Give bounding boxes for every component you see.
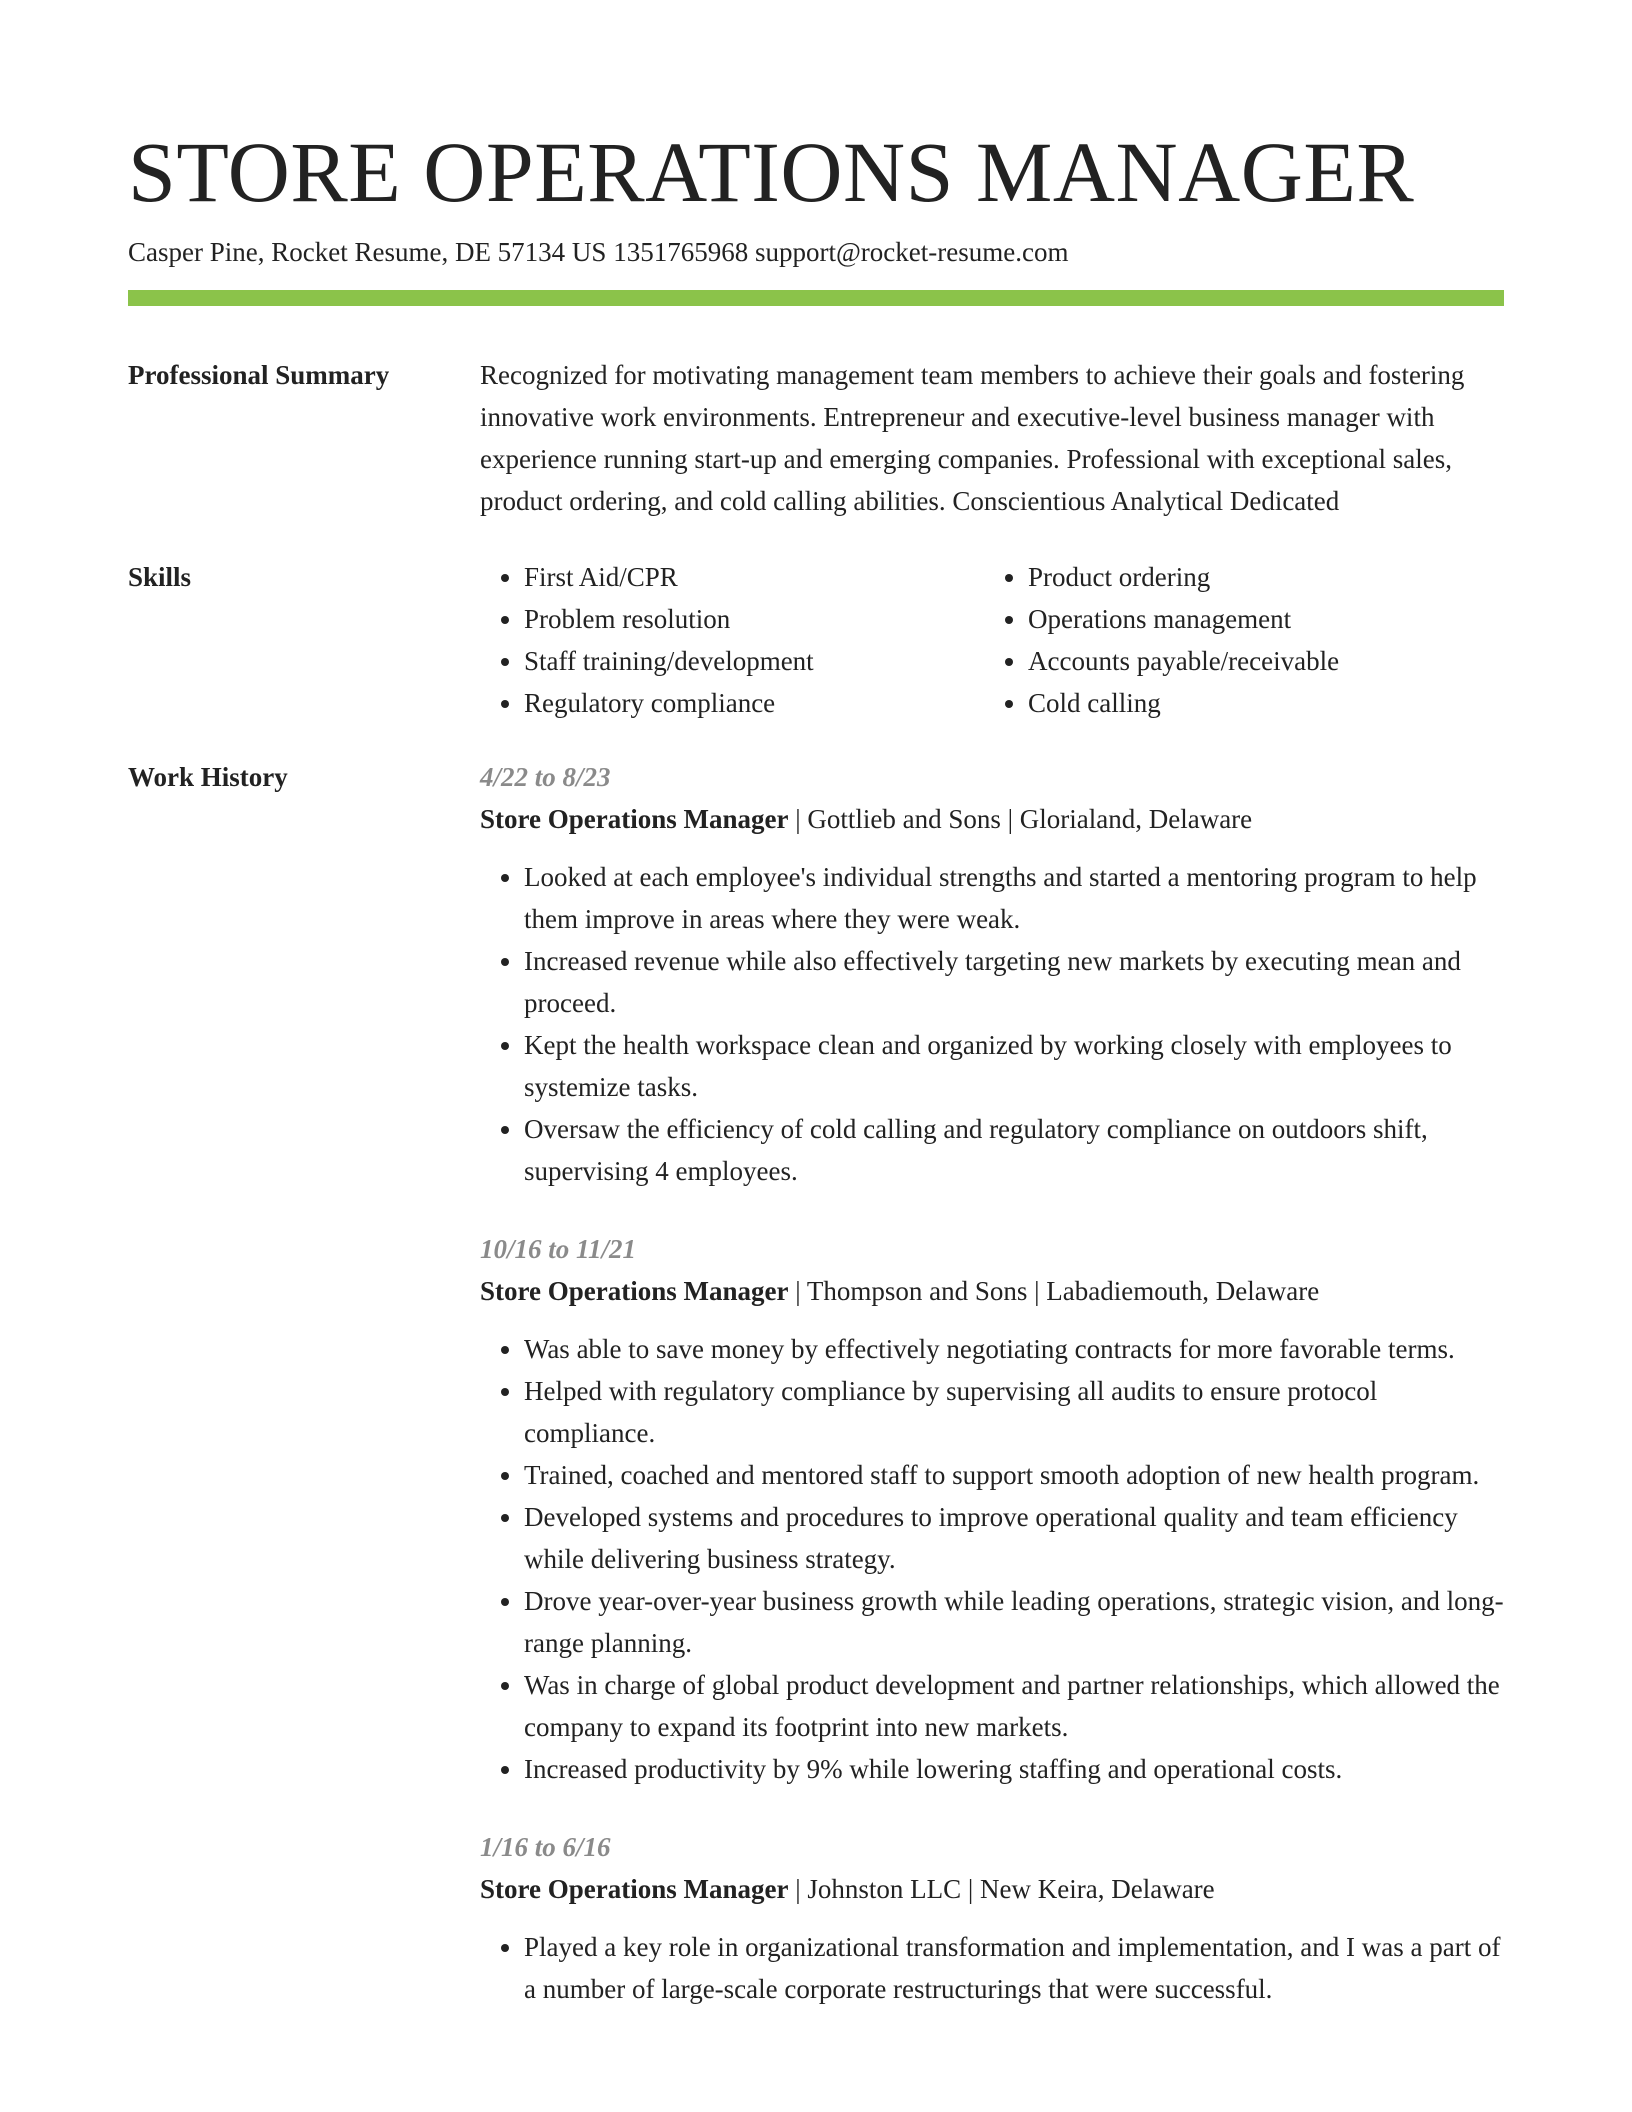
job-title: Store Operations Manager: [480, 1874, 789, 1904]
job-employer-location: | Johnston LLC | New Keira, Delaware: [788, 1874, 1215, 1904]
job-bullet: • Played a key role in organizational transformation and implementation, and I was a part of a number of large-scale corporate restructurings that were successful.: [524, 1926, 1504, 2010]
job-heading: [480, 1270, 1504, 1312]
job-heading: [480, 1868, 1504, 1910]
resume-page: [128, 118, 1504, 2046]
job-bullet-list: [480, 856, 1504, 1192]
job-bullet: • Oversaw the efficiency of cold calling and regulatory compliance on outdoors shift, supervising 4 employees.: [524, 1108, 1504, 1192]
job-bullet: • Was able to save money by effectively negotiating contracts for more favorable terms.: [524, 1328, 1504, 1370]
work-history-section: [128, 756, 1504, 2046]
job-bullet: • Kept the health workspace clean and organized by working closely with employees to systemize tasks.: [524, 1024, 1504, 1108]
job-bullet: • Helped with regulatory compliance by supervising all audits to ensure protocol compliance.: [524, 1370, 1504, 1454]
skill-item: • Operations management: [1028, 598, 1488, 640]
skill-item: • Product ordering: [1028, 556, 1488, 598]
skills-list-right: [984, 556, 1488, 724]
skill-item: • Problem resolution: [524, 598, 984, 640]
section-heading: Skills: [128, 562, 192, 592]
job-dates: 10/16 to 11/21: [480, 1234, 637, 1264]
job-bullet: • Was in charge of global product development and partner relationships, which allowed the company to expand its footprint into new markets.: [524, 1664, 1504, 1748]
job-bullet-list: [480, 1328, 1504, 1790]
job-employer-location: | Gottlieb and Sons | Glorialand, Delaware: [788, 804, 1253, 834]
job-bullet: • Drove year-over-year business growth while leading operations, strategic vision, and long-range planning.: [524, 1580, 1504, 1664]
job-entry: [480, 1228, 1504, 1790]
skills-list-left: [480, 556, 984, 724]
job-bullet: • Trained, coached and mentored staff to support smooth adoption of new health program.: [524, 1454, 1504, 1496]
contact-line: Casper Pine, Rocket Resume, DE 57134 US 1351765968 support@rocket-resume.com: [128, 237, 1069, 267]
job-bullet: • Increased productivity by 9% while lowering staffing and operational costs.: [524, 1748, 1504, 1790]
job-employer-location: | Thompson and Sons | Labadiemouth, Delaware: [788, 1276, 1320, 1306]
job-dates: 4/22 to 8/23: [480, 762, 611, 792]
accent-divider: [128, 290, 1504, 306]
summary-text: Recognized for motivating management team members to achieve their goals and fostering innovative work environments. Entrepreneur and executive-level business manager with experience running start-up and emerging companies. Professional with exceptional sales, product ordering, and cold calling abilities. Conscientious Analytical Dedicated: [480, 360, 1465, 516]
skills-section: [128, 556, 1504, 724]
skill-item: • First Aid/CPR: [524, 556, 984, 598]
job-entry: [480, 1826, 1504, 2010]
resume-title: STORE OPERATIONS MANAGER: [128, 124, 1415, 220]
professional-summary-section: [128, 354, 1504, 522]
section-heading: Professional Summary: [128, 360, 390, 390]
section-heading: Work History: [128, 762, 288, 792]
job-title: Store Operations Manager: [480, 804, 789, 834]
job-bullet-list: [480, 1926, 1504, 2010]
job-entry: [480, 756, 1504, 1192]
skill-item: • Accounts payable/receivable: [1028, 640, 1488, 682]
job-dates: 1/16 to 6/16: [480, 1832, 611, 1862]
job-bullet: • Increased revenue while also effectively targeting new markets by executing mean and proceed.: [524, 940, 1504, 1024]
skill-item: • Staff training/development: [524, 640, 984, 682]
skill-item: • Cold calling: [1028, 682, 1488, 724]
job-bullet: • Developed systems and procedures to improve operational quality and team efficiency while delivering business strategy.: [524, 1496, 1504, 1580]
job-heading: [480, 798, 1504, 840]
skill-item: • Regulatory compliance: [524, 682, 984, 724]
job-title: Store Operations Manager: [480, 1276, 789, 1306]
job-bullet: • Looked at each employee's individual strengths and started a mentoring program to help them improve in areas where they were weak.: [524, 856, 1504, 940]
